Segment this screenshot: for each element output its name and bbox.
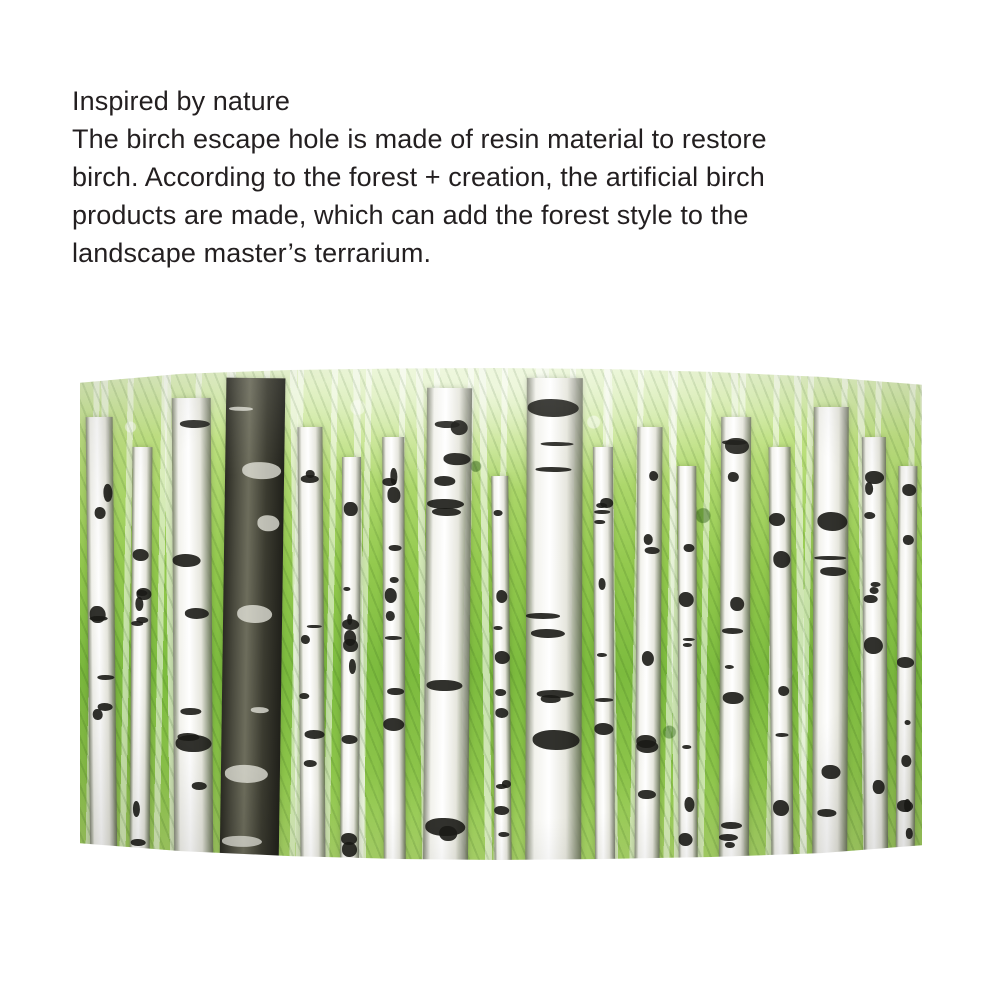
- bark-mark: [451, 420, 469, 435]
- bark-mark: [243, 462, 281, 480]
- bark-mark: [594, 510, 609, 514]
- birch-trunk: [340, 457, 361, 860]
- bark-mark: [495, 590, 507, 603]
- headline-text: Inspired by nature: [72, 86, 290, 116]
- bark-mark: [383, 478, 397, 486]
- bark-mark: [185, 608, 209, 619]
- bark-mark: [385, 588, 397, 603]
- bark-mark: [636, 735, 656, 749]
- birch-trunk: [220, 377, 286, 860]
- bark-mark: [596, 653, 606, 657]
- body-line-4: landscape master’s terrarium.: [72, 238, 432, 268]
- bark-mark: [95, 507, 106, 519]
- birch-forest-photo: [80, 368, 922, 860]
- bark-mark: [494, 807, 509, 816]
- bark-mark: [725, 438, 749, 454]
- birch-trunk: [593, 447, 615, 860]
- bark-mark: [533, 730, 580, 750]
- bark-mark: [192, 781, 207, 789]
- bark-mark: [343, 638, 358, 652]
- birch-trunk: [86, 417, 118, 860]
- bark-mark: [229, 406, 253, 411]
- bark-mark: [731, 597, 745, 611]
- bark-mark: [427, 679, 462, 691]
- bark-mark: [683, 638, 695, 641]
- bark-mark: [721, 822, 742, 829]
- bark-mark: [722, 628, 743, 633]
- birch-trunk: [812, 407, 849, 860]
- bark-mark: [342, 619, 359, 630]
- bark-mark: [541, 441, 574, 445]
- bark-mark: [131, 621, 143, 626]
- bark-mark: [865, 482, 874, 495]
- bark-mark: [531, 629, 565, 638]
- bark-mark: [305, 730, 325, 738]
- bark-mark: [303, 760, 316, 767]
- bark-mark: [779, 686, 790, 696]
- bark-mark: [130, 839, 145, 846]
- bark-mark: [903, 536, 913, 546]
- bark-mark: [342, 734, 358, 743]
- bark-mark: [494, 651, 509, 664]
- bark-mark: [897, 658, 914, 668]
- bark-mark: [344, 586, 351, 590]
- bark-mark: [904, 720, 910, 725]
- bark-mark: [307, 625, 321, 629]
- bark-mark: [388, 487, 401, 503]
- bark-mark: [643, 534, 652, 545]
- bark-mark: [821, 765, 840, 779]
- bark-mark: [222, 836, 262, 847]
- bark-mark: [817, 810, 837, 817]
- bark-mark: [93, 709, 103, 720]
- bark-mark: [132, 549, 148, 561]
- bark-mark: [385, 636, 402, 640]
- bark-mark: [776, 732, 790, 736]
- birch-trunk: [171, 397, 212, 860]
- birch-trunk: [677, 466, 697, 860]
- bark-mark: [344, 501, 357, 515]
- bark-mark: [773, 800, 790, 816]
- bark-mark: [596, 502, 606, 507]
- body-line-2: birch. According to the forest + creation, the artificial birch: [72, 162, 765, 192]
- bark-mark: [493, 626, 502, 630]
- bark-mark: [136, 587, 151, 599]
- bark-mark: [871, 582, 881, 587]
- birch-trunk: [129, 447, 152, 860]
- bark-mark: [104, 484, 113, 501]
- birch-trunk: [719, 417, 752, 860]
- bark-mark: [390, 577, 399, 583]
- bark-mark: [774, 551, 792, 568]
- bark-mark: [427, 498, 464, 509]
- bark-mark: [814, 557, 846, 561]
- bark-mark: [863, 637, 882, 654]
- birch-trunk: [297, 427, 325, 860]
- bark-mark: [90, 606, 106, 624]
- bark-mark: [725, 842, 734, 848]
- bark-mark: [638, 790, 656, 800]
- bark-mark: [897, 800, 914, 813]
- bark-mark: [728, 472, 739, 482]
- birch-trunk: [769, 447, 794, 860]
- bark-mark: [719, 834, 738, 841]
- bark-mark: [349, 659, 356, 674]
- bark-mark: [770, 513, 786, 526]
- bark-mark: [384, 718, 405, 731]
- bark-mark: [679, 833, 693, 846]
- bark-mark: [494, 689, 506, 696]
- bark-mark: [528, 399, 579, 417]
- body-line-3: products are made, which can add the forest style to the: [72, 200, 749, 230]
- birch-trunk: [525, 378, 582, 860]
- photo-frame: [62, 352, 940, 892]
- bark-mark: [820, 568, 846, 576]
- birch-trunk: [423, 387, 473, 860]
- bark-mark: [237, 605, 272, 623]
- bark-mark: [684, 544, 695, 552]
- bark-mark: [389, 545, 401, 551]
- bark-mark: [300, 475, 318, 482]
- bark-mark: [536, 467, 572, 472]
- bark-mark: [501, 780, 510, 788]
- bark-mark: [594, 698, 612, 702]
- birch-trunk: [895, 466, 916, 860]
- bark-mark: [594, 723, 613, 735]
- bark-mark: [873, 780, 885, 795]
- bark-mark: [180, 419, 210, 427]
- product-description-block: [72, 82, 952, 272]
- bark-mark: [682, 746, 691, 749]
- bark-mark: [649, 471, 658, 481]
- bark-mark: [133, 800, 140, 816]
- bark-mark: [725, 666, 734, 670]
- bark-mark: [817, 513, 847, 531]
- bark-mark: [902, 484, 916, 496]
- bark-mark: [299, 693, 309, 699]
- bark-mark: [906, 829, 913, 840]
- bark-mark: [257, 515, 280, 532]
- bark-mark: [495, 708, 508, 718]
- bark-mark: [175, 734, 211, 752]
- bark-mark: [541, 694, 561, 703]
- bark-mark: [498, 833, 509, 838]
- bark-mark: [641, 651, 654, 666]
- bark-mark: [172, 554, 200, 566]
- bark-mark: [864, 512, 875, 519]
- bark-mark: [225, 765, 268, 783]
- bark-mark: [678, 592, 693, 607]
- bark-mark: [526, 613, 560, 619]
- bark-mark: [250, 706, 269, 713]
- bark-mark: [388, 688, 405, 696]
- bark-mark: [98, 675, 115, 680]
- bark-mark: [901, 755, 911, 767]
- bark-mark: [644, 547, 659, 554]
- bark-mark: [723, 692, 743, 704]
- bark-mark: [594, 520, 605, 525]
- bark-mark: [440, 826, 458, 841]
- bark-mark: [342, 841, 357, 856]
- bark-mark: [869, 587, 879, 594]
- bark-mark: [682, 643, 691, 647]
- bark-mark: [434, 476, 456, 485]
- body-line-1: The birch escape hole is made of resin material to restore: [72, 124, 767, 154]
- bark-mark: [301, 635, 310, 644]
- birch-trunk: [862, 437, 888, 860]
- bark-mark: [864, 595, 878, 604]
- birch-trunk: [491, 476, 511, 860]
- bark-mark: [180, 708, 201, 715]
- bark-mark: [386, 611, 395, 621]
- bark-mark: [598, 577, 605, 589]
- bark-mark: [493, 510, 502, 516]
- birch-trunk: [382, 437, 405, 860]
- bark-mark: [443, 452, 470, 465]
- bark-mark: [684, 797, 694, 812]
- birch-trunk: [634, 427, 662, 860]
